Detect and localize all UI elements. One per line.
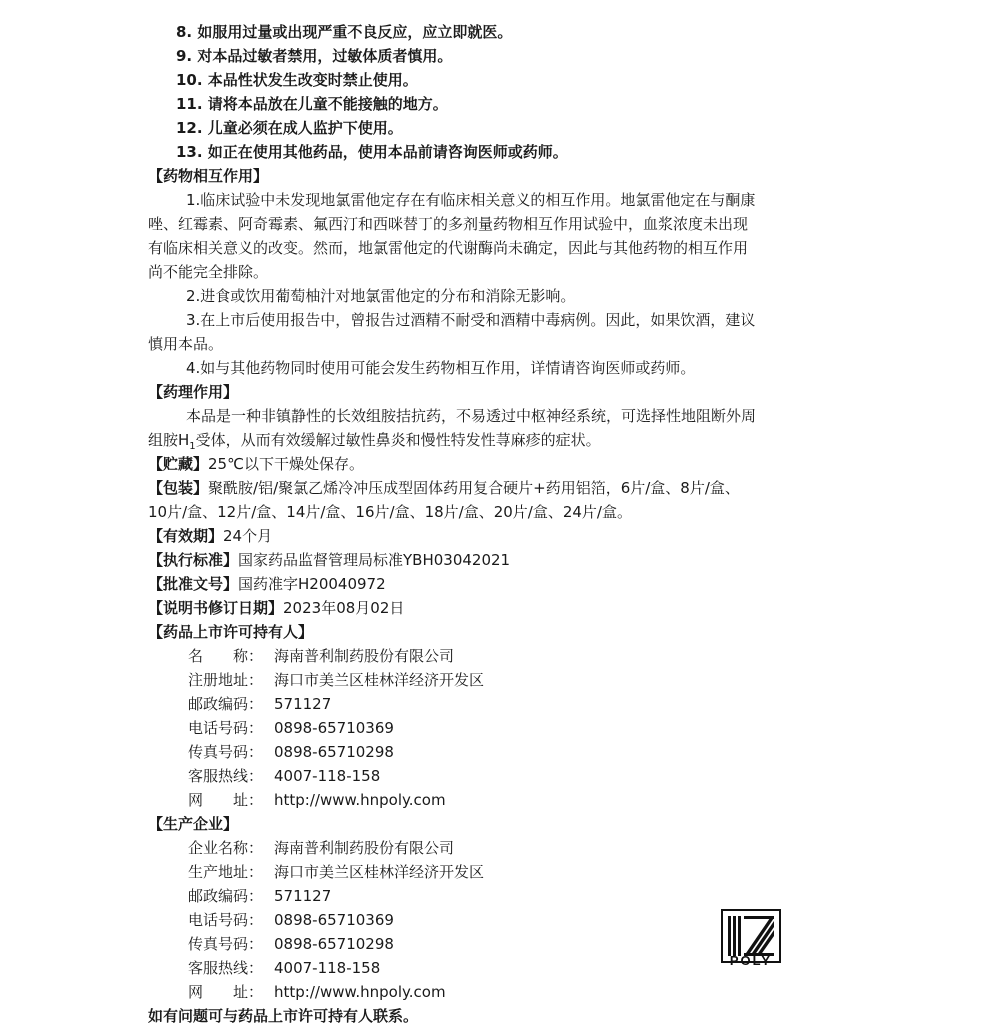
field-key: 网 址： xyxy=(188,791,264,809)
manufacturer-field xyxy=(148,836,848,860)
paragraph-line: 尚不能完全排除。 xyxy=(148,263,269,281)
field-key: 企业名称： xyxy=(188,839,264,857)
revision-value: 2023年08月02日 xyxy=(283,599,405,617)
holder-heading: 【药品上市许可持有人】 xyxy=(148,623,314,641)
packaging-row xyxy=(148,476,848,500)
field-value: 海口市美兰区桂林洋经济开发区 xyxy=(274,671,485,689)
field-value: 571127 xyxy=(274,887,332,905)
warnings-list xyxy=(148,20,848,164)
footer-note: 如有问题可与药品上市许可持有人联系。 xyxy=(148,1007,419,1025)
logo-text: POLY xyxy=(729,953,773,968)
approval-row xyxy=(148,572,848,596)
storage-label: 【贮藏】 xyxy=(148,455,209,473)
field-key: 客服热线： xyxy=(188,959,264,977)
field-key: 邮政编码： xyxy=(188,695,264,713)
pharmacology-heading: 【药理作用】 xyxy=(148,383,239,401)
field-value: 0898-65710369 xyxy=(274,719,394,737)
text-part: 受体，从而有效缓解过敏性鼻炎和慢性特发性荨麻疹的症状。 xyxy=(195,431,601,449)
warning-item: 10. 本品性状发生改变时禁止使用。 xyxy=(176,71,418,89)
field-key: 传真号码： xyxy=(188,743,264,761)
standard-label: 【执行标准】 xyxy=(148,551,239,569)
revision-row xyxy=(148,596,848,620)
holder-field xyxy=(148,692,848,716)
warning-item: 8. 如服用过量或出现严重不良反应，应立即就医。 xyxy=(176,23,513,41)
field-key: 生产地址： xyxy=(188,863,264,881)
interactions-heading: 【药物相互作用】 xyxy=(148,167,269,185)
field-key: 电话号码： xyxy=(188,719,264,737)
field-value: 0898-65710298 xyxy=(274,743,394,761)
packaging-row-cont: 10片/盒、12片/盒、14片/盒、16片/盒、18片/盒、20片/盒、24片/盒。 xyxy=(148,503,632,521)
manufacturer-heading: 【生产企业】 xyxy=(148,815,239,833)
paragraph-line: 1.临床试验中未发现地氯雷他定存在有临床相关意义的相互作用。地氯雷他定在与酮康 xyxy=(186,191,756,209)
holder-field xyxy=(148,644,848,668)
field-value: 571127 xyxy=(274,695,332,713)
validity-label: 【有效期】 xyxy=(148,527,224,545)
paragraph-line: 2.进食或饮用葡萄柚汁对地氯雷他定的分布和消除无影响。 xyxy=(186,287,576,305)
warning-item: 13. 如正在使用其他药品，使用本品前请咨询医师或药师。 xyxy=(176,143,568,161)
field-value: 海南普利制药股份有限公司 xyxy=(274,839,455,857)
standard-value: 国家药品监督管理局标准YBH03042021 xyxy=(238,551,511,569)
approval-value: 国药准字H20040972 xyxy=(238,575,386,593)
validity-row xyxy=(148,524,848,548)
paragraph-line: 慎用本品。 xyxy=(148,335,224,353)
field-value: 4007-118-158 xyxy=(274,959,381,977)
pharmacology-section xyxy=(148,380,848,452)
warning-item: 12. 儿童必须在成人监护下使用。 xyxy=(176,119,403,137)
field-value: http://www.hnpoly.com xyxy=(274,983,446,1001)
field-value: http://www.hnpoly.com xyxy=(274,791,446,809)
holder-field xyxy=(148,668,848,692)
field-key: 邮政编码： xyxy=(188,887,264,905)
packaging-value: 聚酰胺/铝/聚氯乙烯冷冲压成型固体药用复合硬片+药用铝箔，6片/盒、8片/盒、 xyxy=(208,479,740,497)
validity-value: 24个月 xyxy=(223,527,273,545)
interactions-section xyxy=(148,164,848,380)
paragraph-line: 本品是一种非镇静性的长效组胺拮抗药，不易透过中枢神经系统，可选择性地阻断外周 xyxy=(186,407,757,425)
paragraph-line xyxy=(148,428,848,452)
paragraph-line: 4.如与其他药物同时使用可能会发生药物相互作用，详情请咨询医师或药师。 xyxy=(186,359,696,377)
field-key: 电话号码： xyxy=(188,911,264,929)
field-key: 传真号码： xyxy=(188,935,264,953)
storage-row xyxy=(148,452,848,476)
field-key: 名 称： xyxy=(188,647,264,665)
holder-field xyxy=(148,764,848,788)
subscript: 1 xyxy=(189,441,196,452)
field-value: 0898-65710369 xyxy=(274,911,394,929)
holder-section xyxy=(148,620,848,812)
manufacturer-field xyxy=(148,860,848,884)
field-key: 网 址： xyxy=(188,983,264,1001)
warning-item: 11. 请将本品放在儿童不能接触的地方。 xyxy=(176,95,448,113)
field-key: 客服热线： xyxy=(188,767,264,785)
revision-label: 【说明书修订日期】 xyxy=(148,599,284,617)
paragraph-line: 有临床相关意义的改变。然而，地氯雷他定的代谢酶尚未确定，因此与其他药物的相互作用 xyxy=(148,239,749,257)
manufacturer-field xyxy=(148,980,848,1004)
approval-label: 【批准文号】 xyxy=(148,575,239,593)
holder-field xyxy=(148,716,848,740)
paragraph-line: 3.在上市后使用报告中，曾报告过酒精不耐受和酒精中毒病例。因此，如果饮酒，建议 xyxy=(186,311,756,329)
text-part: 组胺H xyxy=(148,431,190,449)
field-value: 海南普利制药股份有限公司 xyxy=(274,647,455,665)
holder-field xyxy=(148,788,848,812)
standard-row xyxy=(148,548,848,572)
field-value: 海口市美兰区桂林洋经济开发区 xyxy=(274,863,485,881)
warning-item: 9. 对本品过敏者禁用，过敏体质者慎用。 xyxy=(176,47,453,65)
field-value: 0898-65710298 xyxy=(274,935,394,953)
field-value: 4007-118-158 xyxy=(274,767,381,785)
holder-field xyxy=(148,740,848,764)
storage-value: 25℃以下干燥处保存。 xyxy=(208,455,364,473)
document xyxy=(148,20,848,1028)
field-key: 注册地址： xyxy=(188,671,264,689)
packaging-label: 【包装】 xyxy=(148,479,209,497)
paragraph-line: 唑、红霉素、阿奇霉素、氟西汀和西咪替丁的多剂量药物相互作用试验中，血浆浓度未出现 xyxy=(148,215,749,233)
